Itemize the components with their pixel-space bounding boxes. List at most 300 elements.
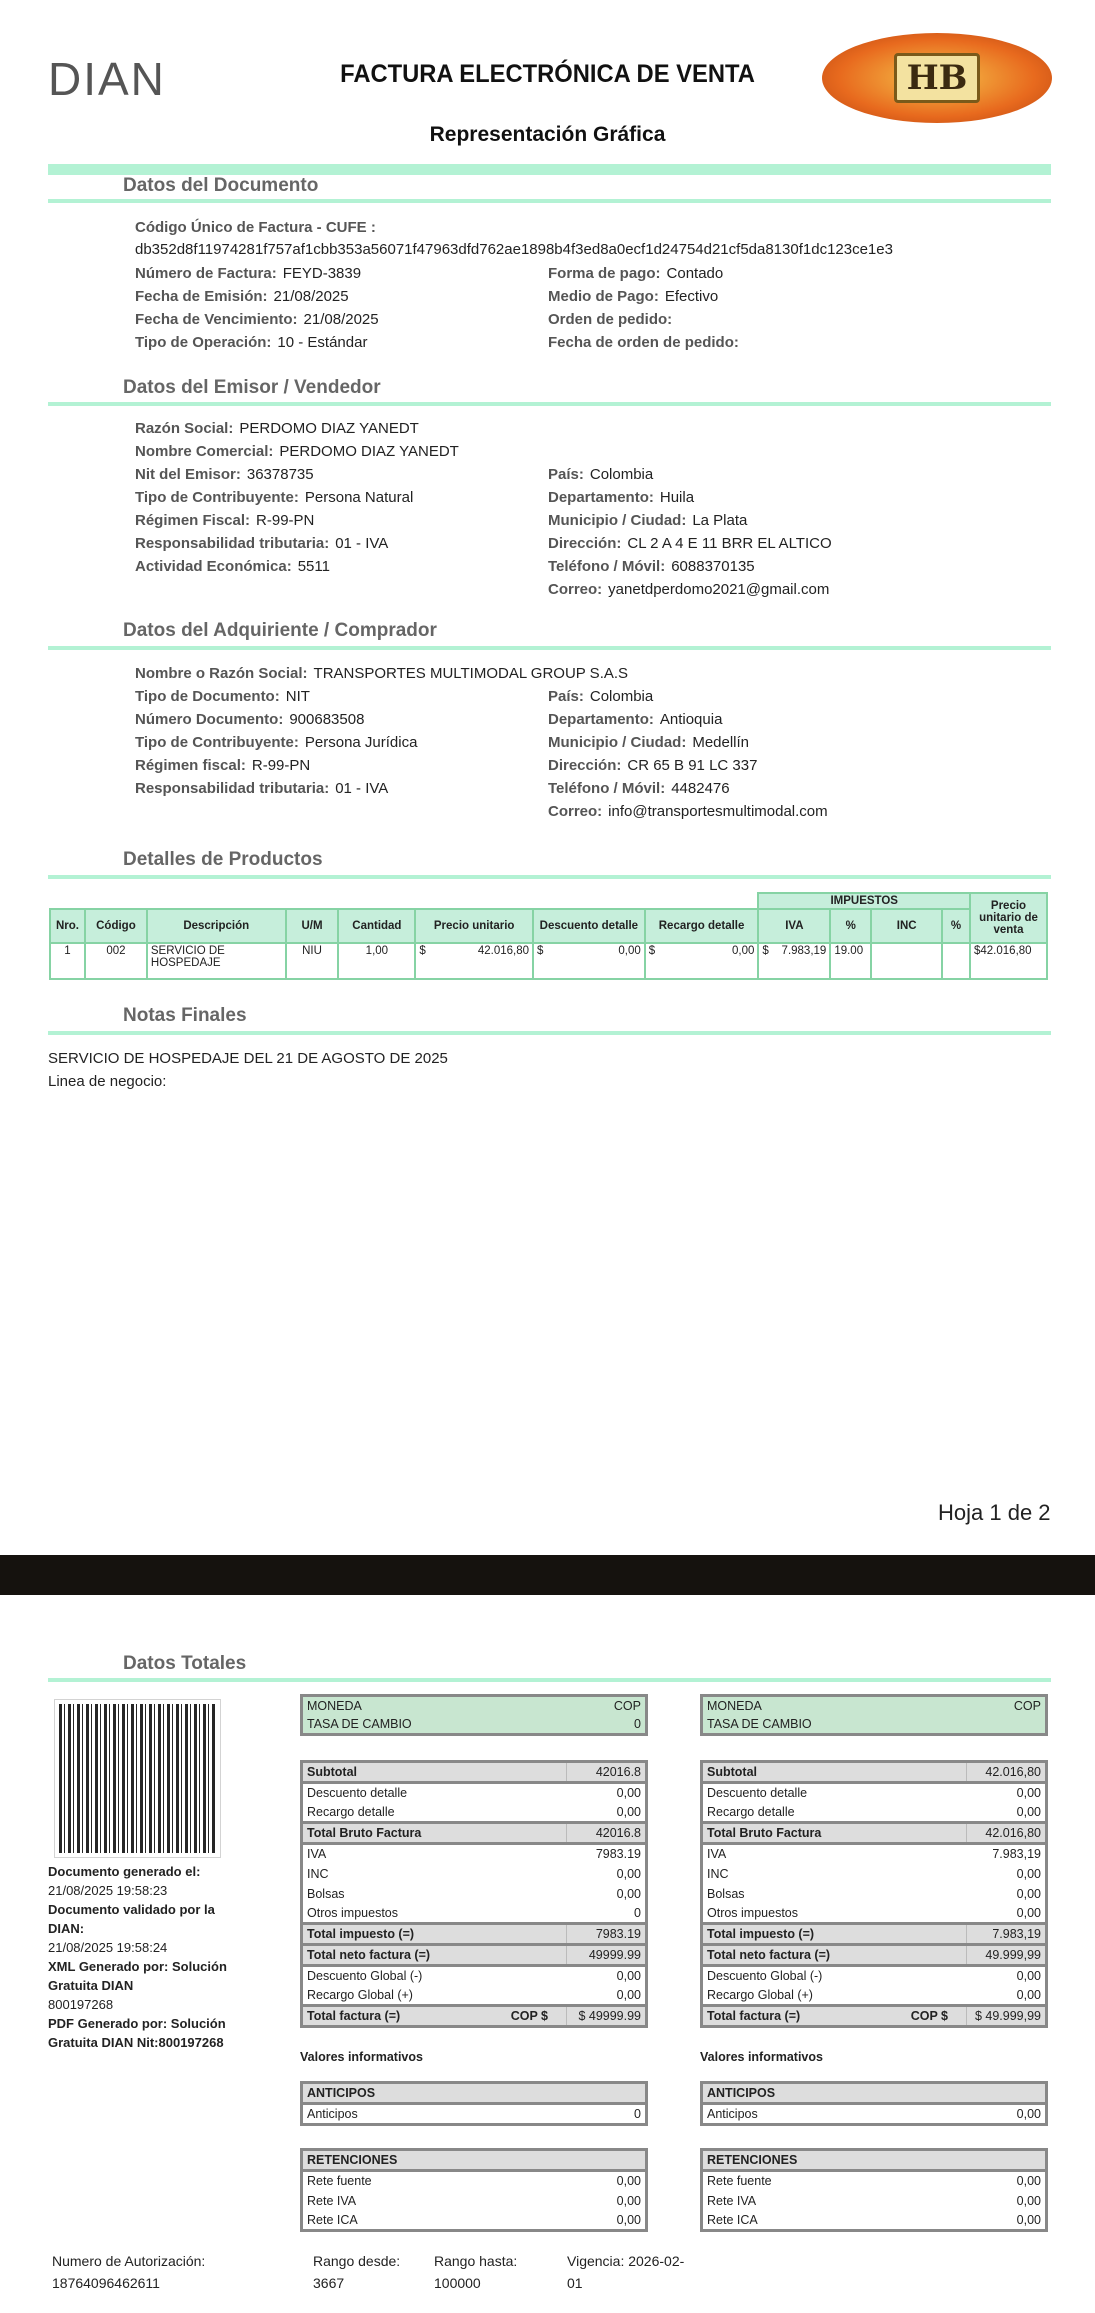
field-label: Dirección:	[548, 535, 622, 552]
column-header: %	[830, 909, 871, 943]
notes-line: Linea de negocio:	[48, 1073, 167, 1090]
field-row	[135, 285, 379, 308]
field-value: PERDOMO DIAZ YANEDT	[279, 443, 459, 460]
divider	[48, 164, 1051, 175]
row-value: 0,00	[1016, 1969, 1041, 1984]
totals-row	[702, 2211, 1047, 2231]
totals-row	[302, 1904, 647, 1924]
row-value: 0,00	[1016, 1866, 1041, 1881]
totals-row	[702, 1966, 1047, 1986]
vigencia-value: 01	[567, 2275, 583, 2291]
field-label: Razón Social:	[135, 420, 234, 437]
field-value: 21/08/2025	[273, 288, 349, 305]
field-row	[548, 731, 828, 754]
totals-row	[702, 1823, 1047, 1844]
qr-info-label: Documento generado el:	[48, 1864, 201, 1879]
currency-symbol: $	[648, 945, 656, 957]
table-row	[50, 943, 1047, 979]
row-value: 0,00	[1016, 2107, 1041, 2121]
anticipos-table	[300, 2081, 648, 2126]
anticipos-header	[302, 2083, 647, 2104]
field-label: País:	[548, 688, 584, 705]
row-value: 0,00	[616, 1804, 641, 1819]
precio-venta-header: Precio unitario de venta	[970, 893, 1047, 943]
field-value: La Plata	[692, 512, 748, 529]
field-label: Fecha de orden de pedido:	[548, 334, 739, 351]
totals-row	[302, 1844, 647, 1864]
row-value: 7983.19	[567, 1924, 647, 1945]
row-label: Total Bruto Factura	[702, 1823, 967, 1844]
qr-code	[55, 1700, 220, 1857]
total-factura-value: $ 49.999,99	[967, 2006, 1047, 2027]
row-label: Total neto factura (=)	[702, 1945, 967, 1966]
field-label: Régimen Fiscal:	[135, 512, 251, 529]
anticipos-table	[700, 2081, 1048, 2126]
cell-value: 19.00	[834, 945, 864, 957]
totals-row	[702, 1884, 1047, 1904]
field-label: Municipio / Ciudad:	[548, 512, 687, 529]
row-label: Rete ICA	[307, 2212, 358, 2227]
page-indicator: Hoja 1 de 2	[938, 1500, 1051, 1525]
row-label: Subtotal	[702, 1762, 967, 1783]
row-label: IVA	[707, 1847, 727, 1862]
cell-iva	[758, 943, 830, 979]
field-value: R-99-PN	[251, 757, 311, 774]
totals-row	[302, 1696, 647, 1716]
currency-box	[700, 1694, 1048, 1736]
field-value: TRANSPORTES MULTIMODAL GROUP S.A.S	[313, 665, 629, 682]
column-header: %	[942, 909, 970, 943]
rango-hasta-label: Rango hasta:	[434, 2253, 518, 2269]
total-factura-row	[302, 2006, 647, 2027]
cell-precio	[415, 943, 533, 979]
anticipos-header	[702, 2083, 1047, 2104]
field-row	[548, 486, 832, 509]
cell-value: 7.983,19	[781, 945, 827, 957]
row-label: Descuento Global (-)	[307, 1969, 423, 1984]
qr-info-value: 800197268	[48, 1997, 114, 2012]
row-value: 0,00	[1016, 2174, 1041, 2189]
cell-descuento	[533, 943, 645, 979]
column-header: Descuento detalle	[533, 909, 645, 943]
currency-symbol: $	[419, 945, 426, 957]
row-label: Recargo Global (+)	[707, 1987, 813, 2002]
field-row	[548, 509, 832, 532]
field-label: Municipio / Ciudad:	[548, 734, 687, 751]
row-value: 0,00	[1016, 2193, 1041, 2208]
totals-row	[302, 1823, 647, 1844]
row-label: Descuento Global (-)	[707, 1969, 823, 1984]
valores-informativos-label: Valores informativos	[700, 2050, 823, 2064]
row-value	[963, 1715, 1047, 1735]
row-label: Bolsas	[707, 1886, 745, 1901]
column-header: Descripción	[147, 909, 286, 943]
field-label: Régimen fiscal:	[135, 757, 246, 774]
cell-nro	[50, 943, 85, 979]
row-value: 0,00	[616, 2174, 641, 2189]
field-label: Tipo de Operación:	[135, 334, 272, 351]
totals-row	[702, 2104, 1047, 2125]
field-row	[548, 262, 745, 285]
field-list	[548, 262, 745, 354]
page-separator	[0, 1555, 1095, 1595]
column-header: IVA	[758, 909, 830, 943]
field-value: 36378735	[246, 466, 314, 483]
field-value: R-99-PN	[256, 512, 315, 529]
row-label: Total impuesto (=)	[702, 1924, 967, 1945]
currency-label: COP $	[510, 2009, 548, 2023]
totals-row	[302, 1803, 647, 1823]
company-logo-mark: HB	[894, 53, 981, 103]
total-factura-text: Total factura (=)	[307, 2009, 401, 2023]
row-label: Anticipos	[707, 2107, 758, 2121]
qr-info-label: Documento validado por la DIAN:	[48, 1902, 215, 1936]
totals-row	[702, 1904, 1047, 1924]
cell-value: 1,00	[365, 945, 389, 957]
currency-box	[300, 1694, 648, 1736]
document-title: FACTURA ELECTRÓNICA DE VENTA	[340, 60, 755, 88]
field-row	[135, 331, 379, 354]
field-value: 4482476	[671, 780, 730, 797]
field-list	[135, 662, 628, 685]
field-row	[548, 331, 745, 354]
field-label: Fecha de Emisión:	[135, 288, 268, 305]
cell-precio_venta	[970, 943, 1047, 979]
field-label: Dirección:	[548, 757, 622, 774]
row-label: Total neto factura (=)	[302, 1945, 567, 1966]
row-value: 0,00	[1016, 1886, 1041, 1901]
row-value: COP	[1013, 1699, 1041, 1713]
cell-value: 002	[106, 945, 126, 957]
totals-row	[702, 1783, 1047, 1803]
divider	[48, 1678, 1051, 1682]
column-header: Cantidad	[338, 909, 415, 943]
totals-row	[302, 1864, 647, 1884]
products-table	[49, 892, 1048, 980]
field-row	[135, 708, 417, 731]
field-label: Actividad Económica:	[135, 558, 292, 575]
row-value: 0,00	[1016, 1804, 1041, 1819]
cufe-value: db352d8f11974281f757af1cbb353a56071f47963dfd762ae1898b4f3ed8a0ecf1d24754d21cf5da8130f1dc123ce1e3	[135, 241, 893, 258]
field-value: FEYD-3839	[282, 265, 362, 282]
row-value: 0	[634, 2107, 641, 2121]
field-label: Tipo de Documento:	[135, 688, 280, 705]
totals-row	[702, 1924, 1047, 1945]
cell-value: SERVICIO DE HOSPEDAJE	[150, 945, 225, 969]
row-value: 0,00	[1016, 1905, 1041, 1920]
field-value: Huila	[659, 489, 695, 506]
retenciones-table	[300, 2148, 648, 2232]
cell-recargo	[645, 943, 759, 979]
row-value: 0,00	[616, 2193, 641, 2208]
field-label: Orden de pedido:	[548, 311, 673, 328]
row-label: Recargo detalle	[307, 1804, 395, 1819]
row-label: Anticipos	[307, 2107, 358, 2121]
field-list	[135, 262, 379, 354]
document-subtitle: Representación Gráfica	[429, 123, 666, 146]
field-value: 01 - IVA	[335, 780, 389, 797]
field-value: Efectivo	[664, 288, 719, 305]
field-label: Nit del Emisor:	[135, 466, 241, 483]
divider	[48, 402, 1051, 406]
retenciones-heading: RETENCIONES	[302, 2150, 647, 2171]
rango-desde-value: 3667	[313, 2275, 345, 2291]
field-label: Número Documento:	[135, 711, 284, 728]
row-label: Total impuesto (=)	[302, 1924, 567, 1945]
divider	[48, 1031, 1051, 1035]
row-value: 0,00	[616, 1886, 641, 1901]
field-label: Tipo de Contribuyente:	[135, 734, 299, 751]
retenciones-header	[702, 2150, 1047, 2171]
cell-inc	[871, 943, 942, 979]
field-row	[135, 509, 413, 532]
row-label: Rete fuente	[307, 2174, 372, 2189]
row-value: 49999.99	[567, 1945, 647, 1966]
row-value: 0	[634, 1717, 641, 1731]
row-label: Rete IVA	[707, 2193, 757, 2208]
field-label: Teléfono / Móvil:	[548, 780, 666, 797]
retenciones-heading: RETENCIONES	[702, 2150, 1047, 2171]
field-label: Teléfono / Móvil:	[548, 558, 666, 575]
row-value: 0,00	[616, 1969, 641, 1984]
cell-inc_pct	[942, 943, 970, 979]
row-value: 0,00	[616, 1866, 641, 1881]
divider	[48, 646, 1051, 650]
field-row	[135, 754, 417, 777]
field-row	[135, 662, 628, 685]
currency-symbol: $	[762, 945, 769, 957]
dian-logo: DIAN	[48, 53, 166, 105]
field-value: Colombia	[589, 688, 654, 705]
field-row	[135, 685, 417, 708]
autorizacion-label: Numero de Autorización:	[52, 2253, 206, 2269]
section-heading-totales: Datos Totales	[123, 1653, 247, 1674]
field-value: 01 - IVA	[335, 535, 389, 552]
totals-row	[702, 1986, 1047, 2006]
totals-row	[302, 1966, 647, 1986]
row-label: Subtotal	[302, 1762, 567, 1783]
rango-desde-label: Rango desde:	[313, 2253, 401, 2269]
row-label: Otros impuestos	[307, 1905, 399, 1920]
qr-info-value: 21/08/2025 19:58:23	[48, 1883, 168, 1898]
column-header: Código	[85, 909, 147, 943]
totals-row	[702, 2191, 1047, 2211]
qr-info-value: 21/08/2025 19:58:24	[48, 1940, 168, 1955]
row-label: MONEDA	[707, 1699, 762, 1713]
totals-row	[302, 1884, 647, 1904]
field-row	[548, 708, 828, 731]
row-label: TASA DE CAMBIO	[307, 1717, 412, 1731]
section-heading-productos: Detalles de Productos	[123, 849, 323, 870]
totals-table	[300, 1760, 648, 2028]
row-label: Otros impuestos	[707, 1905, 799, 1920]
row-label: Rete IVA	[307, 2193, 357, 2208]
totals-row	[302, 1783, 647, 1803]
totals-row	[302, 1924, 647, 1945]
currency-symbol: $	[973, 945, 981, 957]
divider	[48, 875, 1051, 879]
total-factura-text: Total factura (=)	[707, 2009, 801, 2023]
cell-descripcion	[147, 943, 286, 979]
row-value: 7983.19	[595, 1847, 641, 1862]
field-value: 21/08/2025	[303, 311, 379, 328]
field-value: 6088370135	[671, 558, 755, 575]
field-value: Medellín	[692, 734, 750, 751]
row-value: 42.016,80	[967, 1823, 1047, 1844]
row-value: 0	[634, 1905, 641, 1920]
field-row	[548, 285, 745, 308]
row-label: Bolsas	[307, 1886, 345, 1901]
field-value: NIT	[285, 688, 310, 705]
cell-value: 42.016,80	[477, 945, 529, 957]
field-row	[548, 685, 828, 708]
row-label: TASA DE CAMBIO	[707, 1717, 812, 1731]
row-value: 7.983,19	[992, 1847, 1041, 1862]
row-value: 42.016,80	[967, 1762, 1047, 1783]
qr-info-label: XML Generado por: Solución Gratuita DIAN	[48, 1959, 227, 1993]
company-logo	[822, 33, 1052, 123]
field-row	[135, 731, 417, 754]
field-row	[135, 555, 413, 578]
cell-value: 42.016,80	[980, 945, 1032, 957]
field-row	[548, 532, 832, 555]
totals-row	[302, 1986, 647, 2006]
field-label: País:	[548, 466, 584, 483]
field-value: Persona Natural	[304, 489, 414, 506]
totals-row	[302, 2104, 647, 2125]
row-label: INC	[707, 1866, 729, 1881]
field-label: Nombre o Razón Social:	[135, 665, 308, 682]
row-label: IVA	[307, 1847, 327, 1862]
field-row	[548, 754, 828, 777]
field-row	[548, 555, 832, 578]
field-label: Departamento:	[548, 711, 654, 728]
field-label: Medio de Pago:	[548, 288, 659, 305]
total-factura-row	[702, 2006, 1047, 2027]
total-factura-label	[302, 2006, 567, 2027]
field-row	[548, 800, 828, 823]
row-label: Recargo detalle	[707, 1804, 795, 1819]
cell-value: 1	[64, 945, 71, 957]
row-value: 0,00	[1016, 1987, 1041, 2002]
total-factura-label	[702, 2006, 967, 2027]
column-header: Nro.	[50, 909, 85, 943]
vigencia-label: Vigencia: 2026-02-	[567, 2253, 685, 2269]
row-label: Descuento detalle	[707, 1786, 808, 1801]
row-label: Recargo Global (+)	[307, 1987, 413, 2002]
field-list	[135, 417, 459, 463]
field-value: 900683508	[289, 711, 365, 728]
row-label: MONEDA	[307, 1699, 362, 1713]
row-value: 0,00	[616, 1987, 641, 2002]
qr-info-label: PDF Generado por: Solución Gratuita DIAN Nit:800197268	[48, 2016, 226, 2050]
row-value: 0,00	[1016, 1786, 1041, 1801]
column-header: Recargo detalle	[645, 909, 759, 943]
row-label: Rete fuente	[707, 2174, 772, 2189]
field-row	[135, 440, 459, 463]
autorizacion-value: 18764096462611	[52, 2275, 160, 2291]
totals-row	[302, 1715, 647, 1735]
retenciones-header	[302, 2150, 647, 2171]
totals-row	[702, 2171, 1047, 2191]
totals-row	[302, 1762, 647, 1783]
totals-row	[702, 1844, 1047, 1864]
field-label: Responsabilidad tributaria:	[135, 780, 330, 797]
totals-table	[700, 1760, 1048, 2028]
totals-row	[302, 2191, 647, 2211]
field-row	[548, 578, 832, 601]
row-label: Total Bruto Factura	[302, 1823, 567, 1844]
totals-row	[702, 1945, 1047, 1966]
field-label: Forma de pago:	[548, 265, 661, 282]
row-value: 0,00	[1016, 2212, 1041, 2227]
field-value: Antioquia	[659, 711, 723, 728]
field-value: Contado	[666, 265, 724, 282]
totals-row	[702, 1864, 1047, 1884]
valores-informativos-label: Valores informativos	[300, 2050, 423, 2064]
impuestos-header: IMPUESTOS	[758, 893, 970, 909]
cell-iva_pct	[830, 943, 871, 979]
rango-hasta-value: 100000	[434, 2275, 481, 2291]
row-value: COP	[613, 1699, 641, 1713]
totals-row	[702, 1715, 1047, 1735]
field-row	[548, 308, 745, 331]
field-row	[135, 486, 413, 509]
field-row	[135, 308, 379, 331]
field-value: Colombia	[589, 466, 654, 483]
field-list	[548, 463, 832, 601]
field-row	[135, 262, 379, 285]
row-value: 49.999,99	[967, 1945, 1047, 1966]
anticipos-heading: ANTICIPOS	[302, 2083, 647, 2104]
section-heading-notas: Notas Finales	[123, 1005, 247, 1026]
field-value: PERDOMO DIAZ YANEDT	[239, 420, 419, 437]
currency-label: COP $	[910, 2009, 948, 2023]
field-row	[548, 463, 832, 486]
field-list	[135, 685, 417, 800]
field-value: yanetdperdomo2021@gmail.com	[608, 581, 830, 598]
totals-row	[702, 1762, 1047, 1783]
row-label: Descuento detalle	[307, 1786, 408, 1801]
notes-line: SERVICIO DE HOSPEDAJE DEL 21 DE AGOSTO DE 2025	[48, 1050, 448, 1067]
row-label: INC	[307, 1866, 329, 1881]
totals-row	[302, 2211, 647, 2231]
column-header: U/M	[286, 909, 339, 943]
field-row	[135, 417, 459, 440]
cufe-label: Código Único de Factura - CUFE :	[135, 219, 376, 236]
cell-value: 0,00	[732, 945, 755, 957]
field-value: 5511	[297, 558, 330, 575]
field-value: CL 2 A 4 E 11 BRR EL ALTICO	[627, 535, 832, 552]
field-list	[135, 463, 413, 578]
totals-row	[702, 1803, 1047, 1823]
column-header: INC	[871, 909, 942, 943]
field-label: Nombre Comercial:	[135, 443, 274, 460]
cell-cantidad	[338, 943, 415, 979]
field-row	[135, 777, 417, 800]
row-value: 0,00	[616, 2212, 641, 2227]
field-label: Tipo de Contribuyente:	[135, 489, 299, 506]
anticipos-heading: ANTICIPOS	[702, 2083, 1047, 2104]
row-value: 0,00	[616, 1786, 641, 1801]
field-row	[548, 777, 828, 800]
field-value: info@transportesmultimodal.com	[608, 803, 828, 820]
field-label: Número de Factura:	[135, 265, 277, 282]
retenciones-table	[700, 2148, 1048, 2232]
cell-value: 0,00	[618, 945, 641, 957]
row-value: 42016.8	[567, 1762, 647, 1783]
total-factura-value: $ 49999.99	[567, 2006, 647, 2027]
